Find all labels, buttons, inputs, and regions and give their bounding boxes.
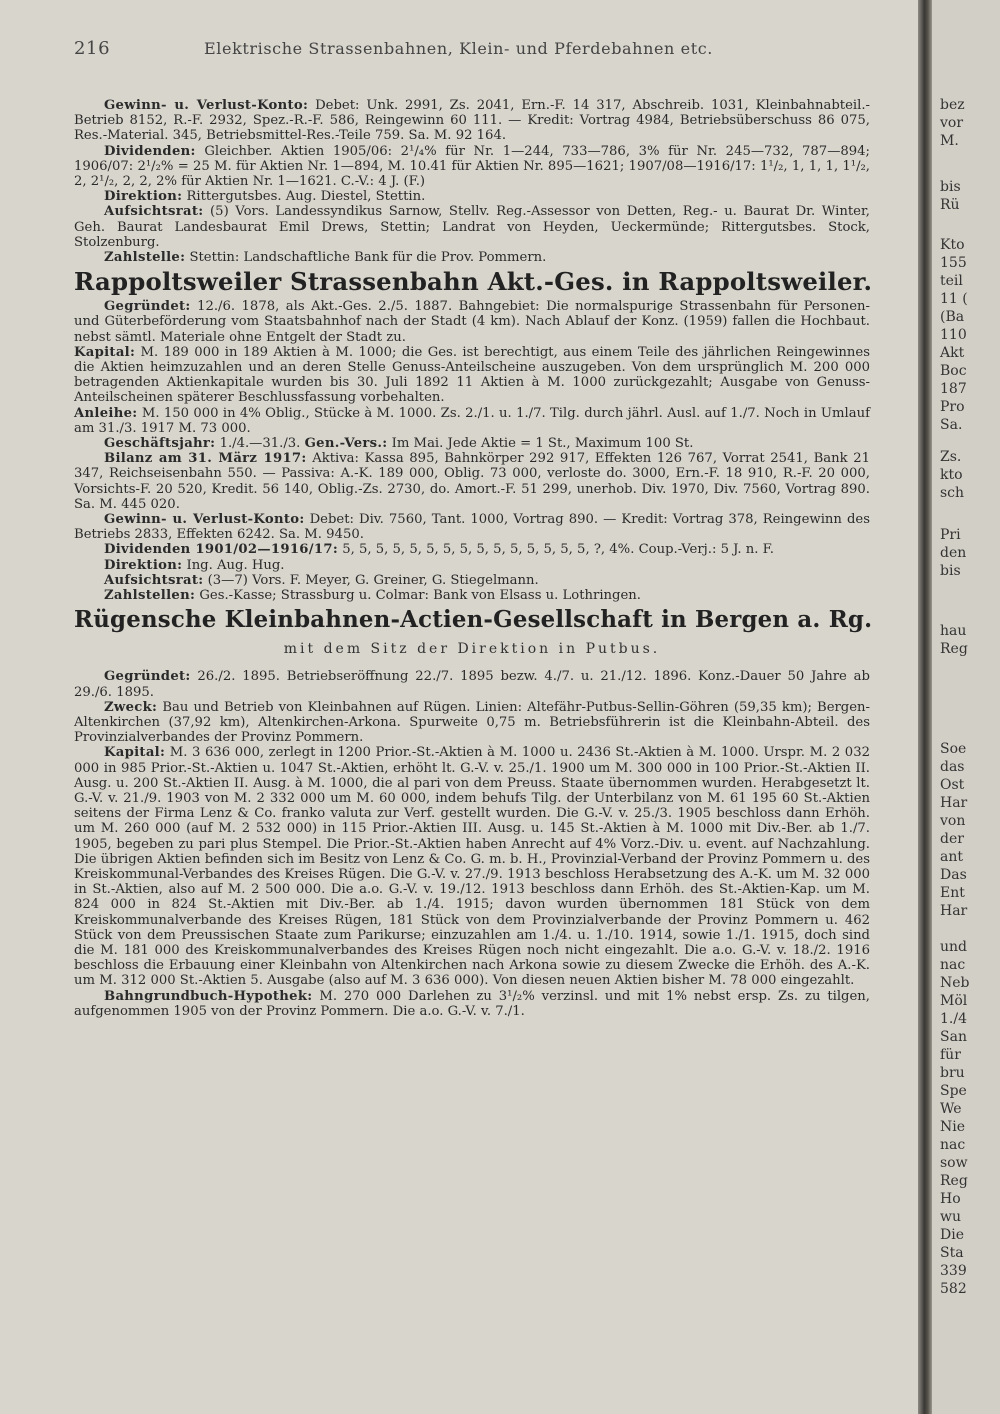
entry-label: Zahlstellen: <box>104 588 196 604</box>
entry-label: Gegründet: <box>104 299 191 315</box>
entry-label: Zweck: <box>104 699 158 715</box>
entry-text: M. 270 000 Darlehen zu 3¹/₂% verzinsl. und mit 1% nebst ersp. Zs. zu tilgen, aufgenommen 1905 von der Provinz Pommern. Die a.o. G.-V. v. 7./1. <box>74 988 870 1019</box>
adjacent-page-text-fragment: ant <box>940 849 963 865</box>
adjacent-page-text-fragment: hau <box>940 623 967 639</box>
company-entry-ruegensche-kleinbahnen <box>74 603 873 1019</box>
adjacent-page-text-fragment: für <box>940 1047 961 1063</box>
adjacent-page-text-fragment: bis <box>940 179 961 195</box>
entry-gewinn-verlust <box>74 98 870 144</box>
company-title: Rügensche Kleinbahnen-Actien-Gesellschaft in Bergen a. Rg. <box>74 607 873 634</box>
company-entry-rappoltsweiler <box>74 265 873 604</box>
adjacent-page-text-fragment: 11 ( <box>940 291 968 307</box>
entry-dividenden <box>74 144 870 190</box>
entry-label: Bilanz am 31. März 1917: <box>104 451 307 467</box>
adjacent-page-text-fragment: M. <box>940 133 959 149</box>
entry-label: Direktion: <box>104 557 183 573</box>
entry-geschaeftsjahr <box>74 436 870 451</box>
adjacent-page-text-fragment: von <box>940 813 966 829</box>
entry-label: Bahngrundbuch-Hypothek: <box>104 988 313 1004</box>
entry-label: Dividenden: <box>104 143 196 159</box>
entry-bahngrundbuch-hypothek <box>74 989 870 1019</box>
entry-label: Aufsichtsrat: <box>104 572 204 588</box>
adjacent-page-text-fragment: vor <box>940 115 964 131</box>
entry-label: Aufsichtsrat: <box>104 204 204 220</box>
adjacent-page-text-fragment: 155 <box>940 255 967 271</box>
adjacent-page-text-fragment: Ent <box>940 885 965 901</box>
entry-kapital <box>74 345 870 406</box>
page-content <box>74 38 873 1019</box>
entry-label: Anleihe: <box>74 405 138 421</box>
entry-text: 12./6. 1878, als Akt.-Ges. 2./5. 1887. Bahngebiet: Die normalspurige Strassenbahn für Personen- und Güterbeförderung vom Staatsbahnhof nach der Stadt (4 km). Nach Ablauf der Konz. (1959) fallen die Hochbaut. nebst sämtl. Materiale ohne Entgelt der Stadt zu. <box>74 299 870 345</box>
entry-text: Debet: Div. 7560, Tant. 1000, Vortrag 890. — Kredit: Vortrag 378, Reingewinn des Betriebs 2833, Effekten 6242. Sa. M. 9450. <box>74 512 870 543</box>
entry-label: Kapital: <box>104 745 166 761</box>
adjacent-page-text-fragment: 187 <box>940 381 967 397</box>
entry-label: Direktion: <box>104 189 183 205</box>
entry-anleihe <box>74 406 870 436</box>
entry-text: (5) Vors. Landessyndikus Sarnow, Stellv. Reg.-Assessor von Detten, Reg.- u. Baurat Dr. Winter, Geh. Baurat Landesbaurat Emil Drews, Stettin; Landrat von Heyden, Ueckermünde; Rittergutsbes. Stock, Stolzenburg. <box>74 204 870 250</box>
entry-direktion <box>74 189 870 204</box>
adjacent-page-text-fragment: der <box>940 831 964 847</box>
adjacent-page-text-fragment: Har <box>940 795 968 811</box>
adjacent-page-text-fragment: Har <box>940 903 968 919</box>
entry-zahlstellen <box>74 588 870 603</box>
entry-dividenden <box>74 542 870 557</box>
entry-label: Kapital: <box>74 344 136 360</box>
entry-aufsichtsrat <box>74 204 870 250</box>
entry-text: Ges.-Kasse; Strassburg u. Colmar: Bank von Elsass u. Lothringen. <box>199 588 641 604</box>
entry-text: Stettin: Landschaftliche Bank für die Prov. Pommern. <box>189 250 547 266</box>
adjacent-page-text-fragment: wu <box>940 1209 961 1225</box>
running-title: Elektrische Strassenbahnen, Klein- und Pferdebahnen etc. <box>204 39 713 58</box>
adjacent-page-text-fragment: Ost <box>940 777 965 793</box>
running-head <box>74 38 870 59</box>
entry-text: 26./2. 1895. Betriebseröffnung 22./7. 1895 bezw. 4./7. u. 21./12. 1896. Konz.-Dauer 50 Jahre ab 29./6. 1895. <box>74 669 870 700</box>
entry-text: M. 150 000 in 4% Oblig., Stücke à M. 1000. Zs. 2./1. u. 1./7. Tilg. durch jährl. Ausl. auf 1./7. Noch in Umlauf am 31./3. 1917 M. 73 000. <box>74 405 870 436</box>
adjacent-page-text-fragment: 110 <box>940 327 967 343</box>
adjacent-page-text-fragment: Pro <box>940 399 965 415</box>
adjacent-page-text-fragment: nac <box>940 957 966 973</box>
entry-zahlstelle <box>74 250 870 265</box>
entry-text: Debet: Unk. 2991, Zs. 2041, Ern.-F. 14 317, Abschreib. 1031, Kleinbahnabteil.-Betrieb 8152, R.-F. 2932, Spez.-R.-F. 586, Reingewinn 60 111. — Kredit: Vortrag 4984, Betriebsüberschuss 86 075, Res.-Material. 345, Betriebsmittel-Res.-Teile 759. Sa. M. 92 164. <box>74 98 870 144</box>
adjacent-page-text-fragment: Sta <box>940 1245 964 1261</box>
entry-label: Dividenden 1901/02—1916/17: <box>104 542 339 558</box>
entry-text: Rittergutsbes. Aug. Diestel, Stettin. <box>186 189 426 205</box>
adjacent-page-text-fragment: We <box>940 1101 962 1117</box>
entry-text: (3—7) Vors. F. Meyer, G. Greiner, G. Stiegelmann. <box>207 572 539 588</box>
adjacent-page-text-fragment: Spe <box>940 1083 967 1099</box>
adjacent-page-text-fragment: Möl <box>940 993 968 1009</box>
adjacent-page-text-fragment: Boc <box>940 363 967 379</box>
adjacent-page-text-fragment: 339 <box>940 1263 967 1279</box>
entry-text: Im Mai. Jede Aktie = 1 St., Maximum 100 St. <box>391 436 694 452</box>
adjacent-page-text-fragment: 1./4 <box>940 1011 967 1027</box>
adjacent-page-text-fragment: sch <box>940 485 965 501</box>
adjacent-page-text-fragment: den <box>940 545 967 561</box>
adjacent-page-fragment <box>932 0 1000 1414</box>
adjacent-page-text-fragment: nac <box>940 1137 966 1153</box>
adjacent-page-text-fragment: bis <box>940 563 961 579</box>
entry-label: Gewinn- u. Verlust-Konto: <box>104 512 305 528</box>
entry-direktion <box>74 558 870 573</box>
entry-label: Gewinn- u. Verlust-Konto: <box>104 98 309 113</box>
adjacent-page-text-fragment: teil <box>940 273 963 289</box>
adjacent-page-text-fragment: Rü <box>940 197 960 213</box>
adjacent-page-text-fragment: Reg <box>940 641 968 657</box>
entry-text: Gleichber. Aktien 1905/06: 2¹/₄% für Nr. 1—244, 733—786, 3% für Nr. 245—732, 787—894; 1906/07: 2¹/₂% = 25 M. für Aktien Nr. 1—894, M. 10.41 für Aktien Nr. 895—1621; 1907/08—1916/17: 1¹/₂, 1, 1, 1, 1¹/₂, 2, 2¹/₂, 2, 2, 2% für Aktien Nr. 1—1621. C.-V.: 4 J. (F.) <box>74 143 870 190</box>
adjacent-page-text-fragment: Die <box>940 1227 964 1243</box>
adjacent-page-text-fragment: kto <box>940 467 963 483</box>
adjacent-page-text-fragment: Reg <box>940 1173 968 1189</box>
entry-gewinn-verlust <box>74 512 870 542</box>
entry-gegruendet <box>74 299 870 345</box>
entry-label: Zahlstelle: <box>104 250 186 266</box>
adjacent-page-text-fragment: Kto <box>940 237 965 253</box>
entry-text: M. 3 636 000, zerlegt in 1200 Prior.-St.-Aktien à M. 1000 u. 2436 St.-Aktien à M. 1000. Urspr. M. 2 032 000 in 985 Prior.-St.-Aktien u. 1047 St.-Aktien, erhöht lt. G.-V. v. 25./1. 1900 um M. 300 000 in 100 Prior.-St.-Aktien II. Ausg. u. 200 St.-Aktien II. Ausg. à M. 1000, die al pari von dem Preuss. Staate übernommen wurden. Herabgesetzt lt. G.-V. v. 21./9. 1903 von M. 2 332 000 um M. 60 000, indem behufs Tilg. der Unterbilanz von M. 61 195 60 St.-Aktien seitens der Firma Lenz & Co. franko valuta zur Verf. gestellt wurden. Die G.-V. v. 25./3. 1905 beschloss dann Erhöh. um M. 260 000 (auf M. 2 532 000) in 115 Prior.-Aktien III. Ausg. u. 145 St.-Aktien à M. 1000 mit Div.-Ber. ab 1./7. 1905, begeben zu pari plus Stempel. Die Prior.-St.-Aktien haben Anrecht auf 4% Vorz.-Div. u. event. auf Nachzahlung. Die übrigen Aktien befinden sich im Besitz von Lenz & Co. G. m. b. H., Provinzial-Verband der Provinz Pommern u. des Kreiskommunal-Verbandes des Kreises Rügen. Die G.-V. v. 27./9. 1913 beschloss Herabsetzung des A.-K. um M. 32 000 in St.-Aktien, also auf M. 2 500 000. Die a.o. G.-V. v. 19./12. 1913 beschloss dann Erhöh. des St.-Aktien-Kap. um M. 824 000 in 824 St.-Aktien mit Div.-Ber. ab 1./4. 1915; davon wurden übernommen 181 Stück von dem Kreiskommunalverbande des Kreises Rügen, 181 Stück von dem Provinzialverbande der Provinz Pommern u. 462 Stück von dem Preussischen Staate zum Parikurse; einzuzahlen am 1./4. u. 1./10. 1914, sowie 1./1. 1915, doch sind die M. 181 000 des Kreiskommunalverbandes des Kreises Rügen noch nicht eingezahlt. Die a.o. G.-V. v. 18./2. 1916 beschloss die Erbauung einer Kleinbahn von Altenkirchen nach Arkona sowie zu diesem Zwecke die Erhöh. des A.-K. um M. 312 000 St.-Aktien 5. Ausgabe (also auf M. 3 636 000). Von diesen neuen Aktien bisher M. 78 000 eingezahlt. <box>74 745 870 989</box>
book-gutter <box>918 0 932 1414</box>
entry-zweck <box>74 700 870 746</box>
entry-text: Aktiva: Kassa 895, Bahnkörper 292 917, Effekten 126 767, Vorrat 2541, Bank 21 347, Reichseisenbahn 550. — Passiva: A.-K. 189 000, Oblig. 73 000, verloste do. 3000, Ern.-F. 18 910, R.-F. 20 000, Vorsichts-F. 20 520, Kredit. 56 140, Oblig.-Zs. 2730, do. Amort.-F. 51 299, unerhob. Div. 1970, Div. 7560, Vortrag 890. Sa. M. 445 020. <box>74 451 870 512</box>
adjacent-page-text-fragment: sow <box>940 1155 968 1171</box>
adjacent-page-text-fragment: Akt <box>940 345 965 361</box>
company-subtitle: mit dem Sitz der Direktion in Putbus. <box>283 641 661 658</box>
entry-label: Geschäftsjahr: <box>104 436 216 452</box>
adjacent-page-text-fragment: Pri <box>940 527 961 543</box>
company-title: Rappoltsweiler Strassenbahn Akt.-Ges. in Rappoltsweiler. <box>74 267 873 297</box>
previous-company-continuation <box>74 98 870 265</box>
entry-kapital <box>74 745 870 988</box>
adjacent-page-text-fragment: bru <box>940 1065 965 1081</box>
adjacent-page-text-fragment: 582 <box>940 1281 967 1297</box>
adjacent-page-text-fragment: Soe <box>940 741 967 757</box>
entry-label: Gen.-Vers.: <box>304 436 388 452</box>
entry-text: M. 189 000 in 189 Aktien à M. 1000; die Ges. ist berechtigt, aus einem Teile des jährlichen Reingewinnes die Aktien heimzuzahlen und an deren Stelle Genuss-Anteilscheine auszugeben. Von dem ursprünglich M. 200 000 betragenden Aktienkapitale wurden bis 30. Juli 1892 11 Aktien à M. 1000 zurückgezahlt; Ausgabe von Genuss-Anteilscheinen späterer Beschlussfassung vorbehalten. <box>74 344 870 406</box>
entry-text: Ing. Aug. Hug. <box>186 557 285 573</box>
adjacent-page-text-fragment: (Ba <box>940 309 965 325</box>
adjacent-page-text-fragment: Neb <box>940 975 970 991</box>
adjacent-page-text-fragment: Das <box>940 867 967 883</box>
adjacent-page-text-fragment: bez <box>940 97 965 113</box>
adjacent-page-text-fragment: Sa. <box>940 417 963 433</box>
adjacent-page-text-fragment: Nie <box>940 1119 966 1135</box>
entry-text: Bau und Betrieb von Kleinbahnen auf Rügen. Linien: Altefähr-Putbus-Sellin-Göhren (59,35 km); Bergen-Altenkirchen (37,92 km), Altenkirchen-Arkona. Spurweite 0,75 m. Betriebsführerin ist die Kleinbahn-Abteil. des Provinzialverbandes der Provinz Pommern. <box>74 699 870 746</box>
adjacent-page-text-fragment: das <box>940 759 965 775</box>
entry-text: 1./4.—31./3. <box>219 436 301 452</box>
adjacent-page-text-fragment: San <box>940 1029 967 1045</box>
adjacent-page-text-fragment: Zs. <box>940 449 962 465</box>
entry-bilanz <box>74 451 870 512</box>
entry-gegruendet <box>74 669 870 699</box>
page-number: 216 <box>74 38 111 59</box>
entry-text: 5, 5, 5, 5, 5, 5, 5, 5, 5, 5, 5, 5, 5, 5, 5, ?, 4%. Coup.-Verj.: 5 J. n. F. <box>342 542 774 558</box>
entry-label: Gegründet: <box>104 669 191 685</box>
adjacent-page-text-fragment: und <box>940 939 967 955</box>
adjacent-page-text-fragment: Ho <box>940 1191 961 1207</box>
entry-aufsichtsrat <box>74 573 870 588</box>
